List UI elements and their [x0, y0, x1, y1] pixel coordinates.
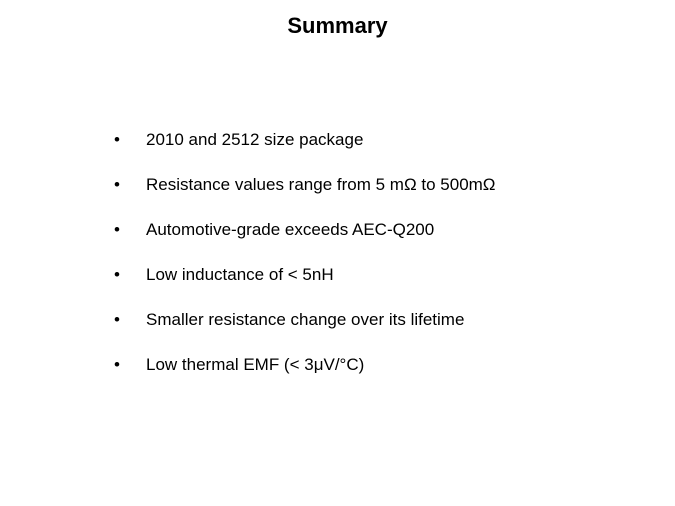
bullet-text: Smaller resistance change over its lifetime: [146, 310, 465, 329]
slide-title: Summary: [287, 13, 388, 38]
list-item: [0, 352, 675, 397]
list-item: [0, 172, 675, 217]
bullet-text: 2010 and 2512 size package: [146, 130, 364, 149]
bullet-icon: •: [114, 265, 120, 284]
list-item: [0, 307, 675, 352]
bullet-icon: •: [114, 355, 120, 374]
bullet-list: [0, 127, 675, 397]
list-item: [0, 127, 675, 172]
bullet-icon: •: [114, 220, 120, 239]
list-item: [0, 262, 675, 307]
bullet-text: Resistance values range from 5 mΩ to 500mΩ: [146, 175, 496, 194]
bullet-icon: •: [114, 130, 120, 149]
list-item: [0, 217, 675, 262]
bullet-text: Low inductance of < 5nH: [146, 265, 334, 284]
bullet-icon: •: [114, 310, 120, 329]
bullet-text: Low thermal EMF (< 3μV/°C): [146, 355, 365, 374]
bullet-text: Automotive-grade exceeds AEC-Q200: [146, 220, 435, 239]
bullet-icon: •: [114, 175, 120, 194]
